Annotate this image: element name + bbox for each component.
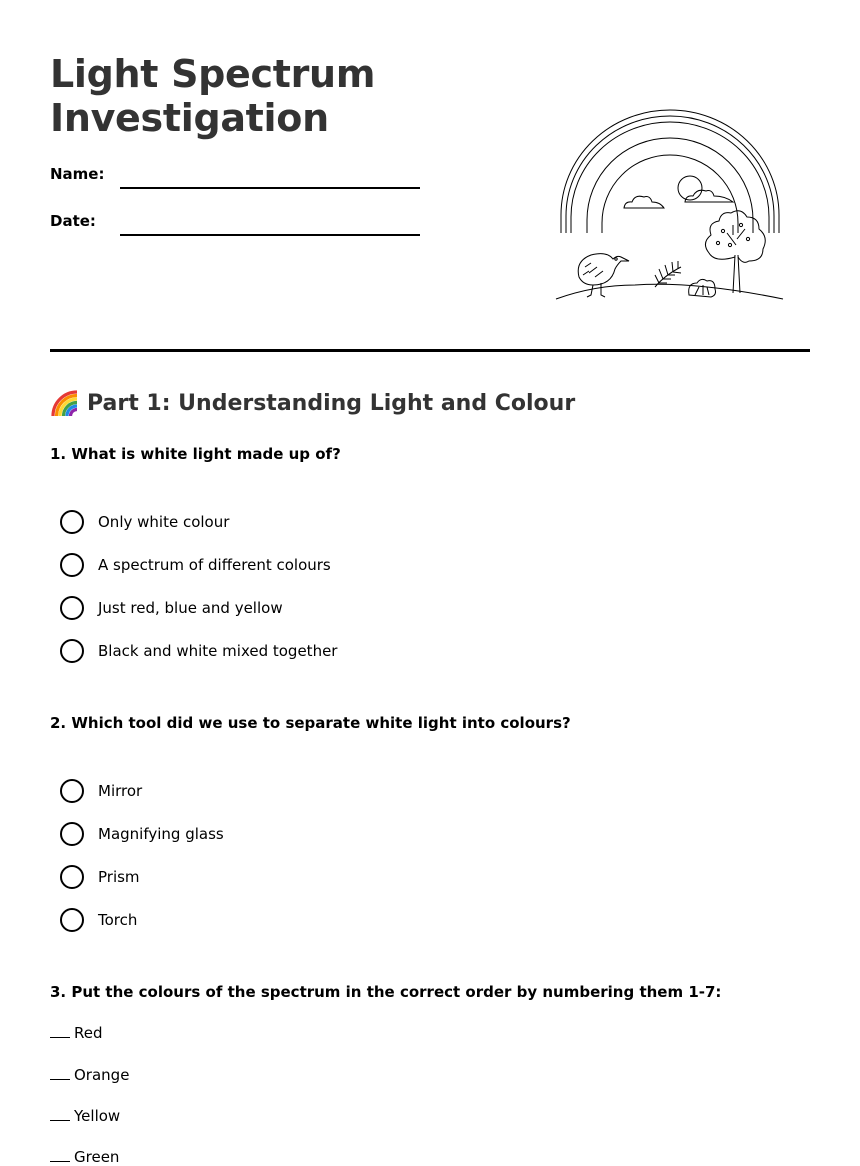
- radio-button[interactable]: [60, 779, 84, 803]
- radio-button[interactable]: [60, 639, 84, 663]
- rainbow-landscape-illustration: [555, 105, 787, 305]
- order-item-label: Orange: [74, 1066, 130, 1084]
- name-label: Name:: [50, 165, 105, 183]
- order-item-label: Yellow: [74, 1107, 121, 1125]
- option-label: Only white colour: [98, 513, 230, 531]
- radio-button[interactable]: [60, 822, 84, 846]
- title-line-1: Light Spectrum: [50, 52, 376, 96]
- radio-button[interactable]: [60, 908, 84, 932]
- number-blank[interactable]: [50, 1025, 70, 1038]
- worksheet-title: [50, 52, 375, 140]
- option-label: Mirror: [98, 782, 143, 800]
- question-1: 1. What is white light made up of?: [50, 445, 341, 463]
- radio-button[interactable]: [60, 510, 84, 534]
- q1-option-3[interactable]: [60, 596, 283, 620]
- rainbow-icon: [50, 390, 80, 418]
- radio-button[interactable]: [60, 596, 84, 620]
- question-3: 3. Put the colours of the spectrum in the correct order by numbering them 1-7:: [50, 983, 722, 1001]
- name-field[interactable]: [120, 187, 420, 189]
- option-label: Prism: [98, 868, 140, 886]
- question-2: 2. Which tool did we use to separate white light into colours?: [50, 714, 571, 732]
- option-label: Torch: [98, 911, 138, 929]
- radio-button[interactable]: [60, 553, 84, 577]
- option-label: Magnifying glass: [98, 825, 224, 843]
- q1-option-1[interactable]: [60, 510, 229, 534]
- number-blank[interactable]: [50, 1149, 70, 1162]
- number-blank[interactable]: [50, 1067, 70, 1080]
- q1-option-4[interactable]: [60, 639, 337, 663]
- number-blank[interactable]: [50, 1108, 70, 1121]
- q2-option-1[interactable]: [60, 779, 142, 803]
- q2-option-4[interactable]: [60, 908, 137, 932]
- q2-option-2[interactable]: [60, 822, 224, 846]
- title-line-2: Investigation: [50, 96, 329, 140]
- date-label: Date:: [50, 212, 96, 230]
- q2-option-3[interactable]: [60, 865, 140, 889]
- order-item-label: Green: [74, 1148, 120, 1166]
- date-field[interactable]: [120, 234, 420, 236]
- order-item-yellow: [50, 1107, 120, 1125]
- q1-option-2[interactable]: [60, 553, 331, 577]
- order-item-red: [50, 1024, 103, 1042]
- option-label: A spectrum of different colours: [98, 556, 331, 574]
- option-label: Black and white mixed together: [98, 642, 338, 660]
- order-item-orange: [50, 1066, 129, 1084]
- order-item-green: [50, 1148, 119, 1166]
- radio-button[interactable]: [60, 865, 84, 889]
- section-divider: [50, 349, 810, 352]
- part1-title: Part 1: Understanding Light and Colour: [87, 391, 576, 416]
- part1-heading: [50, 388, 575, 420]
- order-item-label: Red: [74, 1024, 103, 1042]
- option-label: Just red, blue and yellow: [98, 599, 283, 617]
